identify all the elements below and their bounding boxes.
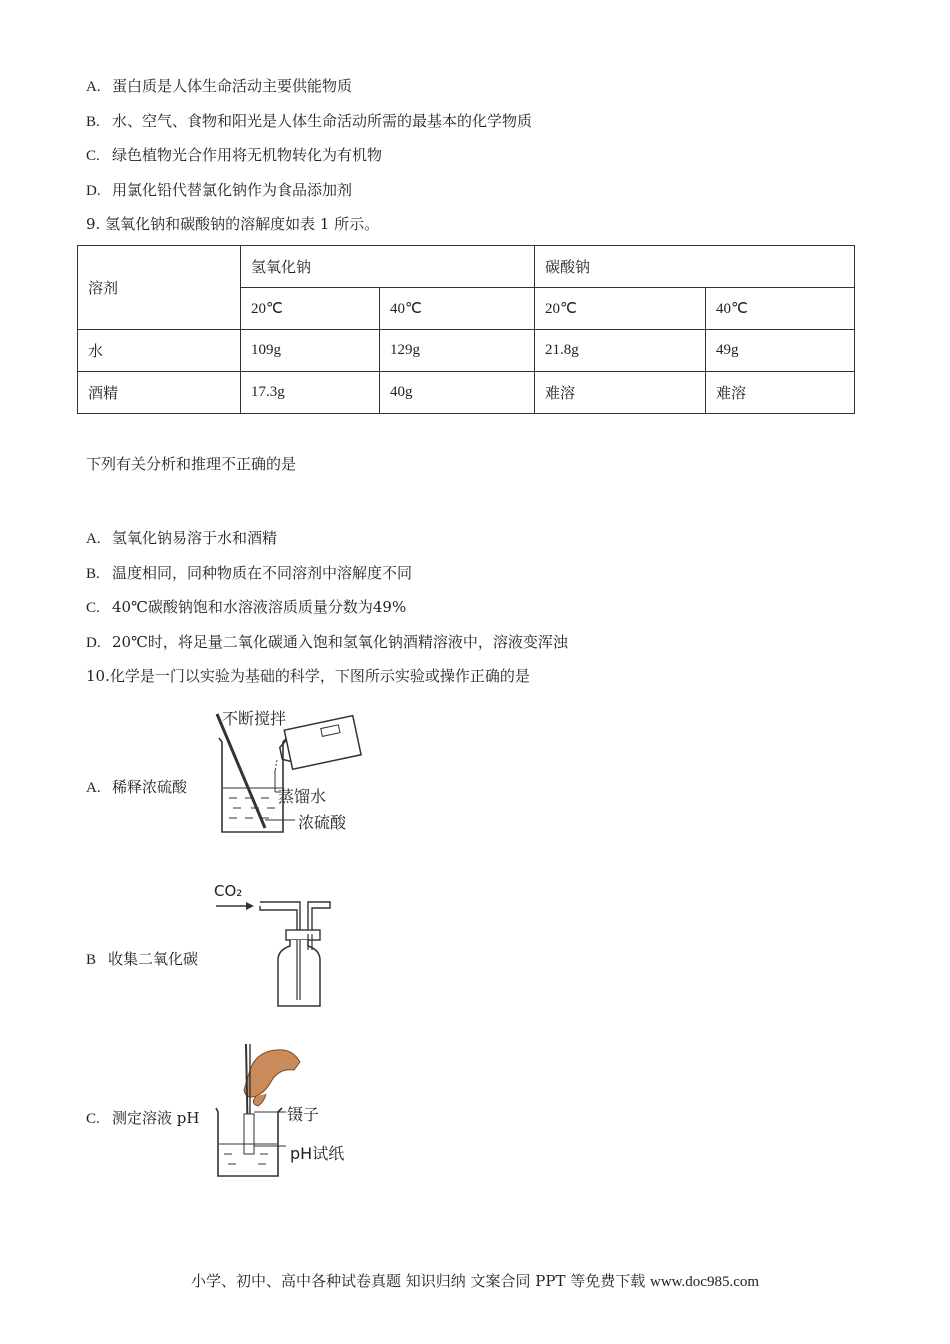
table-cell: 129g [380, 330, 535, 372]
q10-option-a: A. 稀释浓硫酸 [86, 778, 188, 796]
table-temp: 40℃ [380, 288, 535, 330]
q8-option-d: D. 用氯化铅代替氯化钠作为食品添加剂 [86, 181, 353, 199]
table-cell: 109g [241, 330, 380, 372]
q9-stem: 9. 氢氧化钠和碳酸钠的溶解度如表 1 所示。 [86, 215, 380, 233]
footer-url[interactable]: www.doc985.com [650, 1274, 760, 1290]
table-row [78, 372, 855, 414]
q9-option-a: A. 氢氧化钠易溶于水和酒精 [86, 529, 278, 547]
label-tweezers: 镊子 [287, 1105, 320, 1124]
table-cell: 49g [706, 330, 855, 372]
q10-stem: 10.化学是一门以实验为基础的科学，下图所示实验或操作正确的是 [86, 667, 530, 685]
table-temp: 20℃ [241, 288, 380, 330]
q8-option-a: A. 蛋白质是人体生命活动主要供能物质 [86, 77, 353, 95]
label-conc-acid: 浓硫酸 [298, 813, 347, 832]
label-co2: CO₂ [214, 882, 243, 900]
table-cell: 难溶 [706, 372, 855, 414]
label-ph-paper: pH试纸 [290, 1144, 345, 1163]
q9-question: 下列有关分析和推理不正确的是 [86, 455, 297, 473]
table-cell: 17.3g [241, 372, 380, 414]
page-footer: 小学、初中、高中各种试卷真题 知识归纳 文案合同 PPT 等免费下载 www.doc985.com [190, 1272, 760, 1290]
table-cell: 21.8g [535, 330, 706, 372]
q8-option-c: C. 绿色植物光合作用将无机物转化为有机物 [86, 146, 383, 164]
q10-option-b: B 收集二氧化碳 [86, 950, 199, 968]
table-temp: 20℃ [535, 288, 706, 330]
table-header-solvent: 溶剂 [78, 246, 241, 330]
q9-option-b: B. 温度相同，同种物质在不同溶剂中溶解度不同 [86, 564, 413, 582]
table-header-naoh: 氢氧化钠 [241, 246, 535, 288]
table-cell: 难溶 [535, 372, 706, 414]
q10-option-c: C. 测定溶液 pH [86, 1109, 200, 1127]
table-temp: 40℃ [706, 288, 855, 330]
table-header-na2co3: 碳酸钠 [535, 246, 855, 288]
q9-option-d: D. 20℃时，将足量二氧化碳通入饱和氢氧化钠酒精溶液中，溶液变浑浊 [86, 633, 568, 651]
table-cell: 40g [380, 372, 535, 414]
table-row [78, 330, 855, 372]
label-stir: 不断搅拌 [222, 709, 287, 728]
table-cell-solvent: 水 [78, 330, 241, 372]
label-distilled-water: 蒸馏水 [278, 787, 327, 806]
gas-collection-figure [212, 880, 342, 1015]
q8-option-b: B. 水、空气、食物和阳光是人体生命活动所需的最基本的化学物质 [86, 112, 533, 130]
solubility-table [77, 245, 855, 414]
table-cell-solvent: 酒精 [78, 372, 241, 414]
q9-option-c: C. 40℃碳酸钠饱和水溶液溶质质量分数为49% [86, 598, 407, 616]
